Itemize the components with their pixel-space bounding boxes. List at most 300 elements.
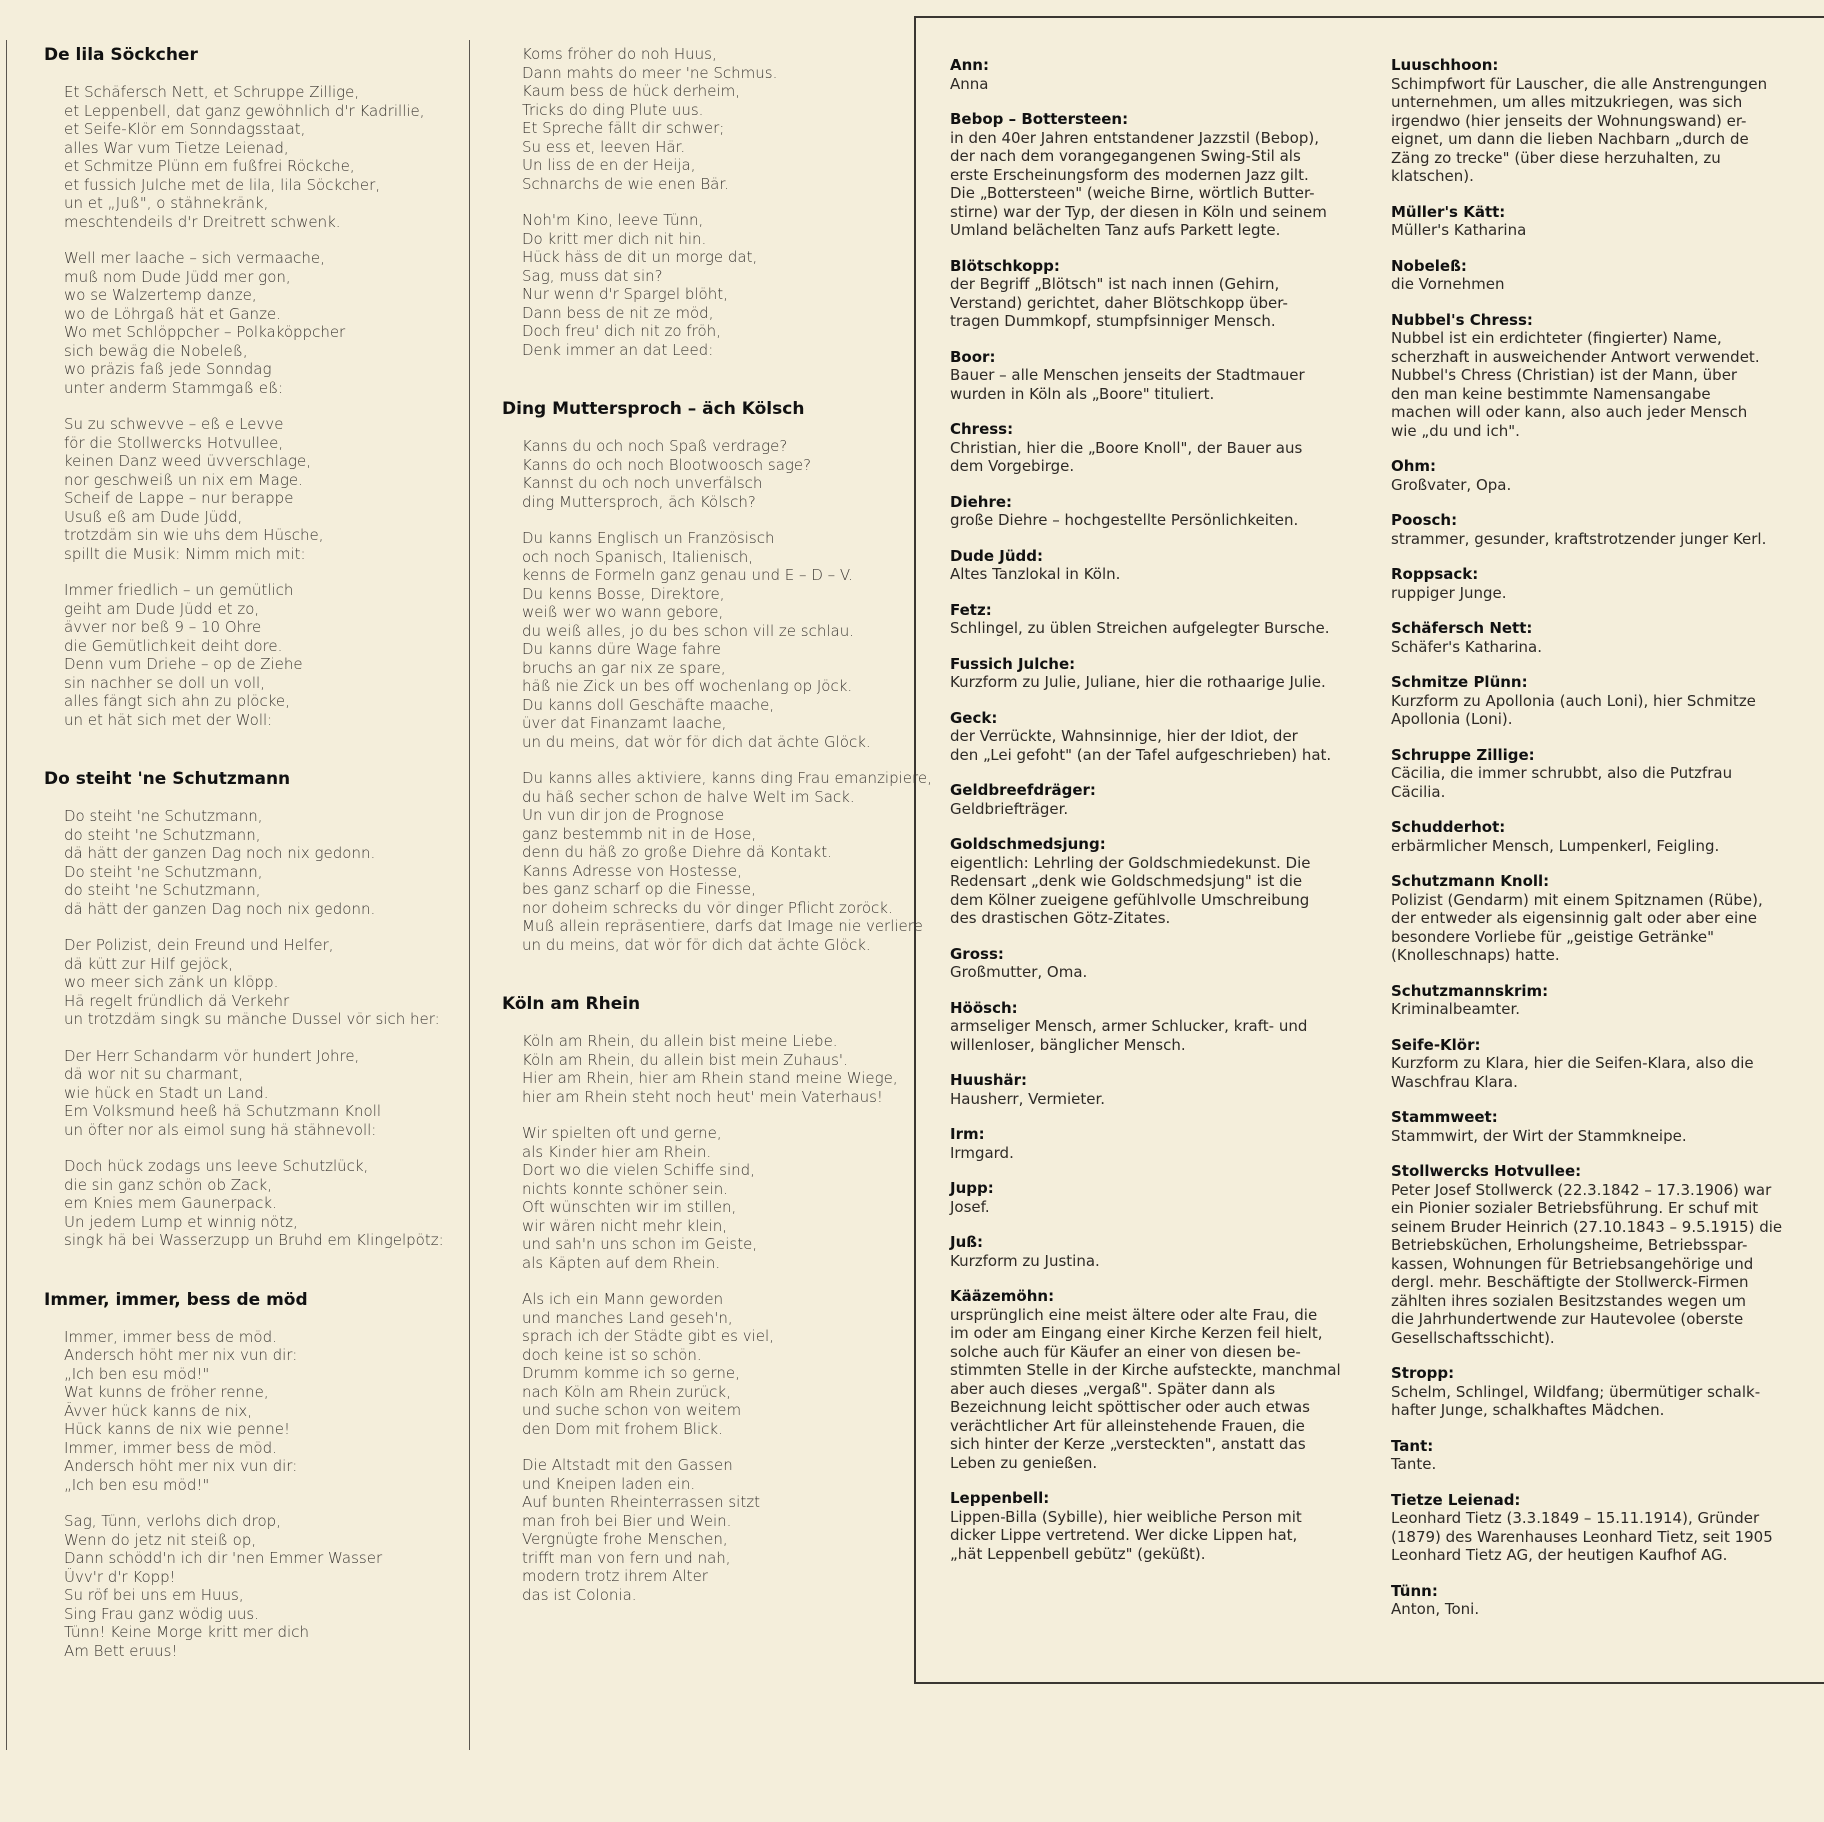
glossary-term: Roppsack: — [1391, 565, 1479, 583]
verse-line: Andersch höht mer nix vun dir: — [64, 1346, 298, 1364]
glossary-definition: Kurzform zu Klara, hier die Seifen-Klara, also die — [1391, 1054, 1754, 1072]
verse-line: do steiht 'ne Schutzmann, — [64, 881, 261, 899]
verse-line: Vergnügte frohe Menschen, — [522, 1530, 728, 1548]
stanza — [40, 83, 460, 231]
verse-line: Hier am Rhein, hier am Rhein stand meine Wiege, — [522, 1069, 898, 1087]
verse-line: Köln am Rhein, du allein bist mein Zuhaus'. — [522, 1050, 848, 1069]
glossary-term: Fetz: — [950, 600, 992, 619]
verse-line: Doch hück zodags uns leeve Schutzlück, — [64, 1157, 369, 1175]
verse-line: Du kanns doll Geschäfte maache, — [522, 695, 775, 714]
glossary-term: Schudderhot: — [1391, 818, 1506, 836]
poems-column-left — [40, 45, 460, 1700]
glossary-term: Bebop – Bottersteen: — [950, 110, 1129, 128]
verse-line: Koms fröher do noh Huus, — [522, 45, 717, 63]
glossary-definition: aber auch dieses „vergaß". Später dann als — [950, 1379, 1276, 1398]
glossary-definition: Verstand) gerichtet, daher Blötschkopp über- — [950, 293, 1288, 312]
glossary-definition: den „Lei gefoht" (an der Tafel aufgeschrieben) hat. — [950, 745, 1332, 764]
glossary-term: Nobeleß: — [1391, 256, 1467, 275]
poem-title: Immer, immer, bess de möd — [44, 1289, 308, 1310]
verse-line: muß nom Dude Jüdd mer gon, — [64, 267, 291, 286]
column-divider — [469, 40, 470, 1750]
poem-title: Do steiht 'ne Schutzmann — [44, 769, 291, 789]
glossary-definition: Leonhard Tietz AG, der heutigen Kaufhof AG. — [1391, 1546, 1728, 1564]
glossary-term: Höösch: — [950, 998, 1018, 1017]
stanza — [498, 1032, 908, 1106]
glossary-definition: wie „du und ich". — [1391, 421, 1520, 440]
verse-line: weiß wer wo wann gebore, — [522, 603, 724, 621]
glossary-column-left — [950, 56, 1350, 1580]
verse-line: Tricks do ding Plute uus. — [522, 100, 704, 119]
glossary-definition: zählten ihres sozialen Besitzstandes wegen um — [1391, 1291, 1746, 1310]
verse-line: Wat kunns de fröher renne, — [64, 1383, 269, 1401]
verse-line: Dann mahts do meer 'ne Schmus. — [522, 63, 778, 82]
verse-line: Kanns Adresse von Hostesse, — [522, 861, 742, 880]
glossary-entry — [1391, 746, 1791, 802]
glossary-definition: Irmgard. — [950, 1143, 1014, 1162]
glossary-definition: Kurzform zu Apollonia (auch Loni), hier Schmitze — [1391, 691, 1756, 710]
verse-line: du häß secher schon de halve Welt im Sack. — [522, 787, 855, 806]
verse-line: Immer friedlich – un gemütlich — [64, 581, 294, 599]
verse-line: und sah'n uns schon im Geiste, — [522, 1235, 758, 1253]
poem — [498, 399, 932, 954]
glossary-term: Poosch: — [1391, 511, 1458, 529]
glossary-entry — [1391, 457, 1791, 494]
glossary-definition: Lippen-Billa (Sybille), hier weibliche Person mit — [950, 1507, 1302, 1526]
glossary-definition: Waschfrau Klara. — [1391, 1072, 1518, 1091]
verse-line: Doch freu' dich nit zo fröh, — [522, 322, 721, 340]
glossary-definition: Nubbel ist ein erdichteter (fingierter) Name, — [1391, 329, 1722, 347]
poem-title: Ding Muttersproch – äch Kölsch — [502, 399, 805, 419]
glossary-definition: unternehmen, um alles mitzukriegen, was sich — [1391, 93, 1743, 111]
glossary-definition: Polizist (Gendarm) mit einem Spitznamen (Rübe), — [1391, 890, 1763, 909]
verse-line: Hä regelt fründlich dä Verkehr — [64, 991, 290, 1010]
glossary-definition: Kurzform zu Julie, Juliane, hier die rothaarige Julie. — [950, 673, 1326, 691]
verse-line: bruchs an gar nix ze spare, — [522, 658, 726, 677]
verse-line: üver dat Finanzamt laache, — [522, 714, 727, 732]
verse-line: wo se Walzertemp danze, — [64, 286, 257, 304]
glossary-term: Tünn: — [1391, 1581, 1438, 1600]
verse-line: denn du häß zo große Diehre dä Kontakt. — [522, 843, 832, 861]
verse-line: Oft wünschten wir im stillen, — [522, 1198, 737, 1216]
verse-line: Kanns do och noch Blootwoosch sage? — [522, 455, 812, 474]
verse-line: wo de Löhrgaß hät et Ganze. — [64, 304, 281, 323]
verse-line: trotzdäm sin wie uhs dem Hüsche, — [64, 526, 324, 544]
verse-line: Immer, immer bess de möd. — [64, 1438, 277, 1457]
poem-title: De lila Söckcher — [44, 45, 198, 65]
glossary-term: Blötschkopp: — [950, 256, 1060, 275]
glossary-term: Ann: — [950, 56, 989, 74]
glossary-entry — [950, 1125, 1350, 1162]
verse-line: meschtendeils d'r Dreitrett schwenk. — [64, 212, 341, 231]
verse-line: Hück kanns de nix wie penne! — [64, 1420, 290, 1438]
verse-line: und suche schon von weitem — [522, 1401, 742, 1419]
glossary-entry — [1391, 311, 1791, 441]
glossary-definition: solche auch für Käufer an einer von diesen be- — [950, 1342, 1301, 1361]
glossary-term: Schmitze Plünn: — [1391, 673, 1528, 691]
verse-line: Tünn! Keine Morge kritt mer dich — [64, 1623, 309, 1641]
glossary-definition: den man keine bestimmte Namensangabe — [1391, 384, 1711, 403]
verse-line: die sin ganz schön ob Zack, — [64, 1175, 272, 1194]
verse-line: Der Polizist, dein Freund und Helfer, — [64, 936, 334, 954]
glossary-term: Luuschhoon: — [1391, 56, 1499, 74]
glossary-definition: Nubbel's Chress (Christian) ist der Mann, über — [1391, 366, 1738, 384]
verse-line: spillt die Musik: Nimm mich mit: — [64, 544, 306, 563]
glossary-entry — [1391, 982, 1791, 1019]
verse-line: Schnarchs de wie enen Bär. — [522, 174, 729, 193]
verse-line: Su röf bei uns em Huus, — [64, 1586, 244, 1604]
glossary-term: Juß: — [950, 1233, 984, 1251]
verse-line: keinen Danz weed üvverschlage, — [64, 452, 312, 470]
glossary-definition: Betriebsküchen, Erholungsheime, Betriebsspar- — [1391, 1236, 1748, 1254]
verse-line: dä wor nit su charmant, — [64, 1065, 244, 1083]
stanza — [498, 529, 908, 751]
glossary-definition: große Diehre – hochgestellte Persönlichkeiten. — [950, 511, 1299, 529]
verse-line: dä kütt zur Hilf gejöck, — [64, 954, 233, 973]
stanza — [40, 1328, 460, 1495]
glossary-entry — [1391, 1108, 1791, 1145]
glossary-entry — [950, 601, 1350, 638]
glossary-definition: Christian, hier die „Boore Knoll", der Bauer aus — [950, 438, 1303, 457]
verse-line: sprach ich der Städte gibt es viel, — [522, 1327, 774, 1345]
glossary-definition: Umland belächelten Tanz aufs Parkett legte. — [950, 221, 1281, 239]
glossary-definition: ein Pionier sozialer Betriebsführung. Er schuf mit — [1391, 1199, 1759, 1217]
verse-line: un öfter nor als eimol sung hä stähnevoll: — [64, 1120, 377, 1139]
verse-line: den Dom mit frohem Blick. — [522, 1419, 723, 1438]
glossary-entry — [950, 420, 1350, 476]
glossary-entry — [1391, 818, 1791, 855]
verse-line: Kanns du och noch Spaß verdrage? — [522, 437, 788, 455]
glossary-term: Tietze Leienad: — [1391, 1490, 1521, 1509]
glossary-term: Stollwercks Hotvullee: — [1391, 1162, 1582, 1180]
glossary-definition: Apollonia (Loni). — [1391, 710, 1513, 728]
stanza — [40, 581, 460, 729]
verse-line: „Ich ben esu möd!" — [64, 1475, 210, 1494]
glossary-definition: scherzhaft in ausweichender Antwort verwendet. — [1391, 347, 1760, 366]
verse-line: trifft man von fern und nah, — [522, 1548, 731, 1567]
glossary-term: Goldschmedsjung: — [950, 835, 1106, 853]
glossary-term: Irm: — [950, 1125, 985, 1143]
verse-line: Usuß eß am Dude Jüdd, — [64, 507, 243, 526]
glossary-term: Müller's Kätt: — [1391, 202, 1506, 221]
verse-line: Auf bunten Rheinterrassen sitzt — [522, 1493, 760, 1511]
verse-line: doch keine ist so schön. — [522, 1345, 702, 1364]
glossary-definition: Redensart „denk wie Goldschmedsjung" ist die — [950, 872, 1303, 890]
glossary-definition: der entweder als eigensinnig galt oder aber eine — [1391, 909, 1757, 927]
stanza — [40, 249, 460, 397]
glossary-definition: „hät Leppenbell gebütz" (geküßt). — [950, 1544, 1206, 1563]
verse-line: wo präzis faß jede Sonndag — [64, 360, 272, 378]
glossary-entry — [950, 493, 1350, 530]
verse-line: Well mer laache – sich vermaache, — [64, 249, 325, 267]
stanza — [498, 437, 908, 511]
glossary-definition: dem Vorgebirge. — [950, 457, 1075, 475]
stanza — [40, 1047, 460, 1140]
verse-line: nor geschweiß un nix em Mage. — [64, 470, 303, 489]
glossary-definition: armseliger Mensch, armer Schlucker, kraft- und — [950, 1017, 1308, 1035]
glossary-entry — [1391, 619, 1791, 656]
glossary-definition: Kriminalbeamter. — [1391, 1000, 1521, 1018]
glossary-definition: Schelm, Schlingel, Wildfang; übermütiger schalk- — [1391, 1382, 1761, 1401]
verse-line: Du kanns Englisch un Französisch — [522, 529, 775, 547]
verse-line: Sag, muss dat sin? — [522, 266, 663, 285]
glossary-definition: der nach dem vorangegangenen Swing-Stil als — [950, 147, 1301, 165]
glossary-definition: Stammwirt, der Wirt der Stammkneipe. — [1391, 1126, 1687, 1145]
glossary-definition: ruppiger Junge. — [1391, 583, 1507, 602]
stanza — [498, 45, 908, 193]
glossary-term: Jupp: — [950, 1179, 994, 1197]
glossary-definition: Schlingel, zu üblen Streichen aufgelegter Bursche. — [950, 619, 1330, 637]
verse-line: geiht am Dude Jüdd et zo, — [64, 599, 260, 618]
verse-line: Denn vum Driehe – op de Ziehe — [64, 655, 303, 673]
glossary-definition: Kurzform zu Justina. — [950, 1251, 1100, 1270]
glossary-entry — [1391, 511, 1791, 548]
verse-line: Die Altstadt mit den Gassen — [522, 1456, 733, 1474]
verse-line: Do steiht 'ne Schutzmann, — [64, 807, 263, 825]
verse-line: wo meer sich zänk un klöpp. — [64, 973, 279, 991]
verse-line: do steiht 'ne Schutzmann, — [64, 825, 261, 844]
verse-line: Sing Frau ganz wödig uus. — [64, 1604, 259, 1623]
glossary-definition: Schäfer's Katharina. — [1391, 637, 1542, 656]
verse-line: ding Muttersproch, äch Kölsch? — [522, 492, 756, 511]
glossary-entry — [950, 999, 1350, 1055]
verse-line: och noch Spanisch, Italienisch, — [522, 547, 753, 566]
verse-line: ävver nor beß 9 – 10 Ohre — [64, 618, 262, 636]
verse-line: wie hück en Stadt un Land. — [64, 1083, 269, 1102]
glossary-definition: eignet, um dann die lieben Nachbarn „durch de — [1391, 130, 1749, 148]
verse-line: das ist Colonia. — [522, 1585, 637, 1604]
verse-line: Der Herr Schandarm vör hundert Johre, — [64, 1046, 360, 1065]
glossary-term: Ohm: — [1391, 457, 1437, 475]
verse-line: man froh bei Bier und Wein. — [522, 1511, 732, 1530]
glossary-term: Geck: — [950, 708, 998, 727]
verse-line: Du kanns alles aktiviere, kanns ding Frau emanzipiere, — [522, 769, 932, 787]
stanza — [498, 1456, 908, 1604]
glossary-entry — [950, 257, 1350, 331]
glossary-entry — [950, 348, 1350, 404]
glossary-definition: seinem Bruder Heinrich (27.10.1843 – 9.5.1915) die — [1391, 1217, 1783, 1236]
glossary-term: Diehre: — [950, 492, 1013, 511]
verse-line: Scheif de Lappe – nur berappe — [64, 489, 294, 507]
glossary-definition: der Begriff „Blötsch" ist nach innen (Gehirn, — [950, 275, 1280, 293]
verse-line: modern trotz ihrem Alter — [522, 1567, 708, 1585]
verse-line: „Ich ben esu möd!" — [64, 1364, 210, 1383]
verse-line: dä hätt der ganzen Dag noch nix gedonn. — [64, 899, 376, 918]
glossary-entry — [1391, 203, 1791, 240]
glossary-definition: Großmutter, Oma. — [950, 963, 1088, 981]
verse-line: wir wären nicht mehr klein, — [522, 1216, 728, 1235]
verse-line: Immer, immer bess de möd. — [64, 1327, 277, 1346]
stanza — [498, 211, 908, 359]
glossary-entry — [950, 1287, 1350, 1472]
verse-line: Kannst du och noch unverfälsch — [522, 474, 763, 492]
poems-column-middle — [498, 45, 932, 1644]
verse-line: Üvv'r d'r Kopp! — [64, 1567, 176, 1586]
glossary-column-right — [1391, 56, 1791, 1636]
verse-line: Un liss de en der Heija, — [522, 156, 696, 174]
glossary-definition: Anna — [950, 74, 989, 93]
glossary-term: Chress: — [950, 420, 1014, 438]
verse-line: unter anderm Stammgaß eß: — [64, 378, 284, 397]
glossary-entry — [1391, 257, 1791, 294]
glossary-definition: im oder am Eingang einer Kirche Kerzen feil hielt, — [950, 1324, 1323, 1342]
glossary-entry — [950, 835, 1350, 928]
glossary-definition: verächtlicher Art für alleinstehende Frauen, die — [950, 1416, 1305, 1435]
glossary-definition: Geldbriefträger. — [950, 799, 1069, 818]
stanza — [40, 415, 460, 563]
glossary-term: Huushär: — [950, 1071, 1028, 1089]
verse-line: und Kneipen laden ein. — [522, 1474, 696, 1493]
glossary-definition: eigentlich: Lehrling der Goldschmiedekunst. Die — [950, 853, 1311, 872]
glossary-entry — [950, 1489, 1350, 1563]
glossary-entry — [1391, 56, 1791, 186]
glossary-definition: hafter Junge, schalkhaftes Mädchen. — [1391, 1401, 1665, 1419]
glossary-definition: machen will oder kann, also auch jeder Mensch — [1391, 403, 1748, 421]
stanza — [40, 807, 460, 918]
verse-line: Köln am Rhein, du allein bist meine Liebe. — [522, 1032, 838, 1050]
glossary-definition: Anton, Toni. — [1391, 1600, 1480, 1618]
glossary-definition: in den 40er Jahren entstandener Jazzstil (Bebop), — [950, 128, 1319, 147]
glossary-entry — [950, 1179, 1350, 1216]
glossary-definition: die Jahrhundertwende zur Hautevolee (oberste — [1391, 1310, 1744, 1328]
glossary-term: Fussich Julche: — [950, 654, 1076, 673]
verse-line: Wo met Schlöppcher – Polkaköppcher — [64, 323, 346, 341]
verse-line: häß nie Zick un bes off wochenlang op Jöck. — [522, 677, 853, 695]
glossary-entry — [950, 709, 1350, 765]
verse-line: em Knies mem Gaunerpack. — [64, 1194, 277, 1212]
glossary-entry — [1391, 565, 1791, 602]
glossary-term: Schruppe Zillige: — [1391, 745, 1535, 764]
glossary-entry — [1391, 673, 1791, 729]
stanza — [40, 936, 460, 1029]
verse-line: Am Bett eruus! — [64, 1641, 178, 1660]
verse-line: du weiß alles, jo du bes schon vill ze schlau. — [522, 621, 854, 640]
verse-line: Du kenns Bosse, Direktore, — [522, 584, 725, 603]
verse-line: bes ganz scharf op die Finesse, — [522, 880, 756, 898]
glossary-term: Dude Jüdd: — [950, 546, 1043, 565]
verse-line: alles War vum Tietze Leienad, — [64, 138, 289, 157]
glossary-entry — [1391, 1364, 1791, 1420]
verse-line: Et Schäfersch Nett, et Schruppe Zillige, — [64, 83, 360, 101]
verse-line: Noh'm Kino, leeve Tünn, — [522, 211, 704, 229]
poem — [40, 1290, 460, 1661]
glossary-definition: besondere Vorliebe für „geistige Getränke" — [1391, 927, 1715, 946]
verse-line: Un vun dir jon de Prognose — [522, 806, 725, 824]
glossary-term: Geldbreefdräger: — [950, 781, 1096, 799]
stanza — [40, 1157, 460, 1250]
verse-line: dä hätt der ganzen Dag noch nix gedonn. — [64, 844, 376, 862]
left-margin-rule — [6, 40, 7, 1750]
verse-line: sin nachher se doll un voll, — [64, 673, 265, 692]
glossary-definition: erbärmlicher Mensch, Lumpenkerl, Feigling. — [1391, 836, 1720, 855]
verse-line: ganz bestemmb nit in de Hose, — [522, 824, 757, 843]
glossary-definition: stirne) war der Typ, der diesen in Köln und seinem — [950, 202, 1327, 221]
glossary-term: Schutzmann Knoll: — [1391, 872, 1550, 890]
verse-line: Do kritt mer dich nit hin. — [522, 229, 707, 248]
stanza — [498, 1290, 908, 1438]
glossary-definition: Bauer – alle Menschen jenseits der Stadtmauer — [950, 366, 1305, 384]
verse-line: singk hä bei Wasserzupp un Bruhd em Klingelpötz: — [64, 1231, 444, 1249]
glossary-entry — [1391, 1437, 1791, 1474]
poem — [40, 45, 460, 729]
glossary-term: Nubbel's Chress: — [1391, 310, 1533, 329]
glossary-definition: des drastischen Götz-Zitates. — [950, 909, 1171, 927]
glossary-definition: klatschen). — [1391, 167, 1474, 185]
glossary-definition: dergl. mehr. Beschäftigte der Stollwerck-Firmen — [1391, 1273, 1749, 1291]
verse-line: Denk immer an dat Leed: — [522, 340, 714, 359]
glossary-definition: ursprünglich eine meist ältere oder alte Frau, die — [950, 1305, 1318, 1324]
glossary-definition: strammer, gesunder, kraftstrotzender junger Kerl. — [1391, 529, 1767, 548]
verse-line: Et Spreche fällt dir schwer; — [522, 119, 725, 137]
glossary-definition: tragen Dummkopf, stumpfsinniger Mensch. — [950, 312, 1276, 330]
verse-line: nach Köln am Rhein zurück, — [522, 1382, 731, 1401]
glossary-definition: Cäcilia, die immer schrubbt, also die Putzfrau — [1391, 764, 1733, 782]
verse-line: Dann schödd'n ich dir 'nen Emmer Wasser — [64, 1549, 383, 1567]
verse-line: Su ess et, leeven Här. — [522, 137, 686, 156]
glossary-definition: erste Erscheinungsform des modernen Jazz gilt. — [950, 165, 1309, 184]
glossary-definition: dem Kölner zueigene gefühlvolle Umschreibung — [950, 890, 1310, 909]
glossary-term: Kääzemöhn: — [950, 1287, 1055, 1305]
verse-line: Do steiht 'ne Schutzmann, — [64, 862, 263, 881]
glossary-term: Schutzmannskrim: — [1391, 981, 1549, 1000]
verse-line: Wenn do jetz nit steiß op, — [64, 1530, 257, 1549]
verse-line: et Leppenbell, dat ganz gewöhnlich d'r Kadrillie, — [64, 101, 425, 120]
glossary-entry — [1391, 1162, 1791, 1347]
verse-line: alles fängt sich ahn zu plöcke, — [64, 692, 290, 710]
glossary-term: Stropp: — [1391, 1364, 1455, 1382]
verse-line: Su zu schwevve – eß e Levve — [64, 415, 284, 433]
glossary-entry — [950, 655, 1350, 692]
verse-line: sich bewäg die Nobeleß, — [64, 341, 248, 360]
verse-line: un et „Juß", o stähnekränk, — [64, 194, 269, 212]
verse-line: nor doheim schrecks du vör dinger Pflicht zoröck. — [522, 898, 893, 917]
verse-line: die Gemütlichkeit deiht dore. — [64, 636, 283, 655]
glossary-definition: Josef. — [950, 1197, 990, 1216]
verse-line: Dort wo die vielen Schiffe sind, — [522, 1161, 755, 1179]
glossary-definition: willenloser, bänglicher Mensch. — [950, 1035, 1186, 1054]
glossary-definition: die Vornehmen — [1391, 275, 1505, 293]
glossary-definition: Gesellschaftsschicht). — [1391, 1328, 1555, 1347]
verse-line: Un jedem Lump et winnig nötz, — [64, 1212, 298, 1231]
glossary-term: Gross: — [950, 944, 1004, 963]
poem — [498, 994, 908, 1604]
verse-line: Kaum bess de hück derheim, — [522, 82, 740, 100]
glossary-definition: (1879) des Warenhauses Leonhard Tietz, seit 1905 — [1391, 1527, 1773, 1546]
verse-line: Andersch höht mer nix vun dir: — [64, 1457, 298, 1475]
verse-line: et fussich Julche met de lila, lila Söckcher, — [64, 175, 381, 194]
glossary-definition: der Verrückte, Wahnsinnige, hier der Idiot, der — [950, 727, 1298, 745]
verse-line: Wir spielten oft und gerne, — [522, 1124, 722, 1142]
glossary-entry — [950, 945, 1350, 982]
verse-line: Muß allein repräsentiere, darfs dat Image nie verliere — [522, 917, 923, 935]
glossary-entry — [1391, 1582, 1791, 1619]
verse-line: kenns de Formeln ganz genau und E – D – V. — [522, 566, 853, 584]
glossary-definition: Hausherr, Vermieter. — [950, 1089, 1106, 1108]
poem — [40, 769, 460, 1250]
glossary-definition: Zäng zo trecke" (über diese herzuhalten, zu — [1391, 148, 1721, 167]
verse-line: un et hät sich met der Woll: — [64, 710, 273, 729]
stanza — [498, 1124, 908, 1272]
verse-line: Sag, Tünn, verlohs dich drop, — [64, 1512, 281, 1530]
glossary-term: Seife-Klör: — [1391, 1035, 1481, 1054]
glossary-definition: Großvater, Opa. — [1391, 475, 1512, 494]
verse-line: un du meins, dat wör för dich dat ächte Glöck. — [522, 732, 871, 751]
glossary-term: Tant: — [1391, 1436, 1434, 1455]
stanza — [40, 1512, 460, 1660]
stanza — [498, 769, 932, 954]
glossary-definition: wurden in Köln als „Boore" tituliert. — [950, 384, 1215, 403]
verse-line: Nur wenn d'r Spargel blöht, — [522, 285, 728, 303]
glossary-entry — [950, 1233, 1350, 1270]
